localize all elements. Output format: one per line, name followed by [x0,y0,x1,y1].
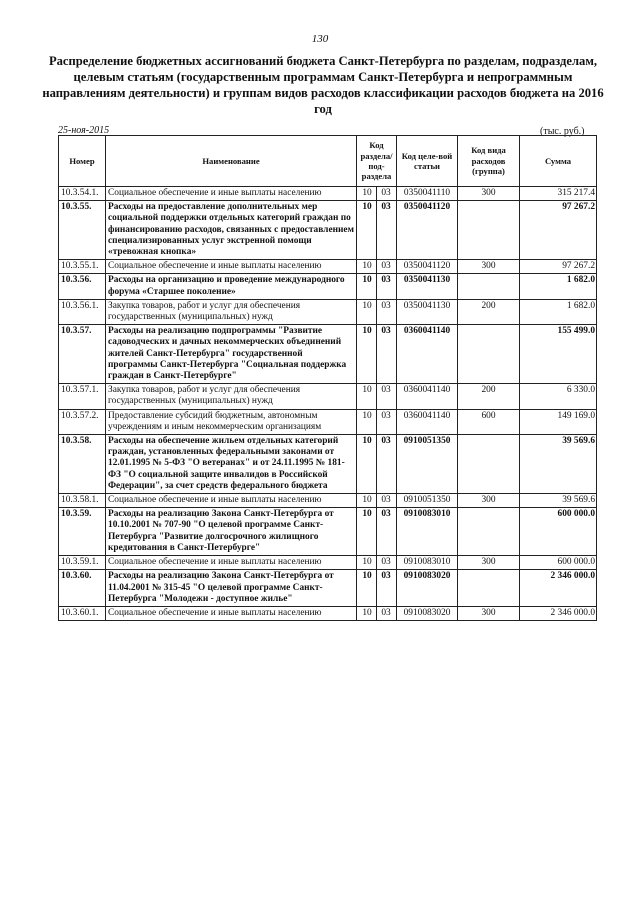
row-number: 10.3.57.2. [59,409,106,434]
row-target-code: 0360041140 [397,409,458,434]
table-row [59,384,597,409]
row-expense-type-code: 300 [458,187,520,201]
row-amount: 2 346 000.0 [520,570,597,607]
row-section-code: 10 [357,187,377,201]
row-expense-type-code [458,570,520,607]
table-row [59,187,597,201]
table-row [59,299,597,324]
document-date: 25-ноя-2015 [58,125,110,136]
row-section-code: 10 [357,384,377,409]
row-section-code: 10 [357,260,377,274]
table-row [59,570,597,607]
row-name: Закупка товаров, работ и услуг для обеспечения государственных (муниципальных) нужд [106,384,357,409]
table-row [59,260,597,274]
row-number: 10.3.55.1. [59,260,106,274]
page-number: 130 [311,33,329,45]
row-number: 10.3.57. [59,325,106,384]
row-amount: 315 217.4 [520,187,597,201]
header-amount: Сумма [520,136,597,187]
row-subsection-code: 03 [377,409,397,434]
row-name: Расходы на реализацию Закона Санкт-Петербурга от 11.04.2001 № 315-45 "О целевой программе Санкт-Петербурга "Молодежи - доступное жилье" [106,570,357,607]
row-name: Расходы на организацию и проведение международного форума «Старшее поколение» [106,274,357,299]
row-target-code: 0360041140 [397,325,458,384]
table-row [59,201,597,260]
row-section-code: 10 [357,556,377,570]
row-amount: 39 569.6 [520,494,597,508]
row-section-code: 10 [357,494,377,508]
row-section-code: 10 [357,606,377,620]
row-subsection-code: 03 [377,508,397,556]
row-subsection-code: 03 [377,325,397,384]
table-row [59,409,597,434]
row-name: Закупка товаров, работ и услуг для обеспечения государственных (муниципальных) нужд [106,299,357,324]
row-name: Расходы на реализацию Закона Санкт-Петербурга от 10.10.2001 № 707-90 "О целевой программе Санкт-Петербурга "Развитие долгосрочного жилищного кредитования в Санкт-Петербурге" [106,508,357,556]
row-number: 10.3.54.1. [59,187,106,201]
row-number: 10.3.58. [59,435,106,494]
table-header-row [59,136,597,187]
row-section-code: 10 [357,201,377,260]
row-target-code: 0910083010 [397,556,458,570]
row-expense-type-code [458,435,520,494]
row-expense-type-code: 300 [458,494,520,508]
row-subsection-code: 03 [377,299,397,324]
row-amount: 97 267.2 [520,260,597,274]
header-section: Код раздела/ под-раздела [357,136,397,187]
row-section-code: 10 [357,570,377,607]
row-subsection-code: 03 [377,556,397,570]
row-subsection-code: 03 [377,384,397,409]
row-amount: 155 499.0 [520,325,597,384]
row-expense-type-code [458,508,520,556]
row-number: 10.3.60.1. [59,606,106,620]
row-subsection-code: 03 [377,201,397,260]
row-number: 10.3.57.1. [59,384,106,409]
table-row [59,494,597,508]
row-expense-type-code [458,201,520,260]
table-row [59,435,597,494]
row-amount: 6 330.0 [520,384,597,409]
table-row [59,508,597,556]
row-name: Расходы на реализацию подпрограммы "Развитие садоводческих и дачных некоммерческих объединений жителей Санкт-Петербурга" государственной программы Санкт-Петербурга "Социальная поддержка граждан в Санкт-Петербурге" [106,325,357,384]
row-target-code: 0910083020 [397,606,458,620]
row-number: 10.3.56. [59,274,106,299]
row-amount: 149 169.0 [520,409,597,434]
row-number: 10.3.59. [59,508,106,556]
row-number: 10.3.60. [59,570,106,607]
row-expense-type-code: 200 [458,384,520,409]
row-name: Предоставление субсидий бюджетным, автономным учреждениям и иным некоммерческим организациям [106,409,357,434]
budget-table [58,135,597,621]
header-number: Номер [59,136,106,187]
row-number: 10.3.58.1. [59,494,106,508]
header-expense-type: Код вида расходов (группа) [458,136,520,187]
row-subsection-code: 03 [377,274,397,299]
row-section-code: 10 [357,435,377,494]
row-amount: 1 682.0 [520,274,597,299]
row-subsection-code: 03 [377,606,397,620]
table-row [59,606,597,620]
document-title: Распределение бюджетных ассигнований бюджета Санкт-Петербурга по разделам, подразделам, целевым статьям (государственным программам Санкт-Петербурга и непрограммным направлениям деятельности) и группам видов расходов классификации расходов бюджета на 2016 год [42,54,604,116]
row-expense-type-code: 300 [458,606,520,620]
row-subsection-code: 03 [377,260,397,274]
row-target-code: 0350041130 [397,274,458,299]
table-row [59,325,597,384]
row-section-code: 10 [357,274,377,299]
table-row [59,274,597,299]
row-amount: 39 569.6 [520,435,597,494]
row-name: Социальное обеспечение и иные выплаты населению [106,494,357,508]
row-expense-type-code: 300 [458,556,520,570]
row-target-code: 0360041140 [397,384,458,409]
row-target-code: 0910083020 [397,570,458,607]
row-subsection-code: 03 [377,187,397,201]
header-name: Наименование [106,136,357,187]
row-amount: 97 267.2 [520,201,597,260]
row-name: Социальное обеспечение и иные выплаты населению [106,187,357,201]
row-target-code: 0350041120 [397,260,458,274]
row-section-code: 10 [357,299,377,324]
row-section-code: 10 [357,508,377,556]
row-subsection-code: 03 [377,435,397,494]
row-section-code: 10 [357,409,377,434]
row-target-code: 0350041110 [397,187,458,201]
row-name: Расходы на предоставление дополнительных мер социальной поддержки отдельных категорий граждан по финансированию расходов, связанных с предоставлением специализированных услуг экстренной помощи «тревожная кнопка» [106,201,357,260]
row-target-code: 0910051350 [397,494,458,508]
header-target: Код целе-вой статьи [397,136,458,187]
row-name: Социальное обеспечение и иные выплаты населению [106,556,357,570]
row-target-code: 0910083010 [397,508,458,556]
table-body [59,187,597,621]
row-name: Расходы на обеспечение жильем отдельных категорий граждан, установленных федеральными законами от 12.01.1995 № 5-ФЗ "О ветеранах" и от 24.11.1995 № 181-ФЗ "О социальной защите инвалидов в Российской Федерации", за счет средств федерального бюджета [106,435,357,494]
row-name: Социальное обеспечение и иные выплаты населению [106,260,357,274]
units-label: (тыс. руб.) [540,126,585,137]
row-name: Социальное обеспечение и иные выплаты населению [106,606,357,620]
row-expense-type-code [458,325,520,384]
row-expense-type-code: 200 [458,299,520,324]
row-amount: 600 000.0 [520,556,597,570]
row-expense-type-code: 600 [458,409,520,434]
row-target-code: 0350041130 [397,299,458,324]
row-number: 10.3.55. [59,201,106,260]
row-subsection-code: 03 [377,494,397,508]
row-target-code: 0910051350 [397,435,458,494]
row-amount: 1 682.0 [520,299,597,324]
row-number: 10.3.56.1. [59,299,106,324]
row-number: 10.3.59.1. [59,556,106,570]
row-section-code: 10 [357,325,377,384]
row-expense-type-code: 300 [458,260,520,274]
table-row [59,556,597,570]
row-amount: 2 346 000.0 [520,606,597,620]
row-expense-type-code [458,274,520,299]
row-amount: 600 000.0 [520,508,597,556]
row-target-code: 0350041120 [397,201,458,260]
row-subsection-code: 03 [377,570,397,607]
